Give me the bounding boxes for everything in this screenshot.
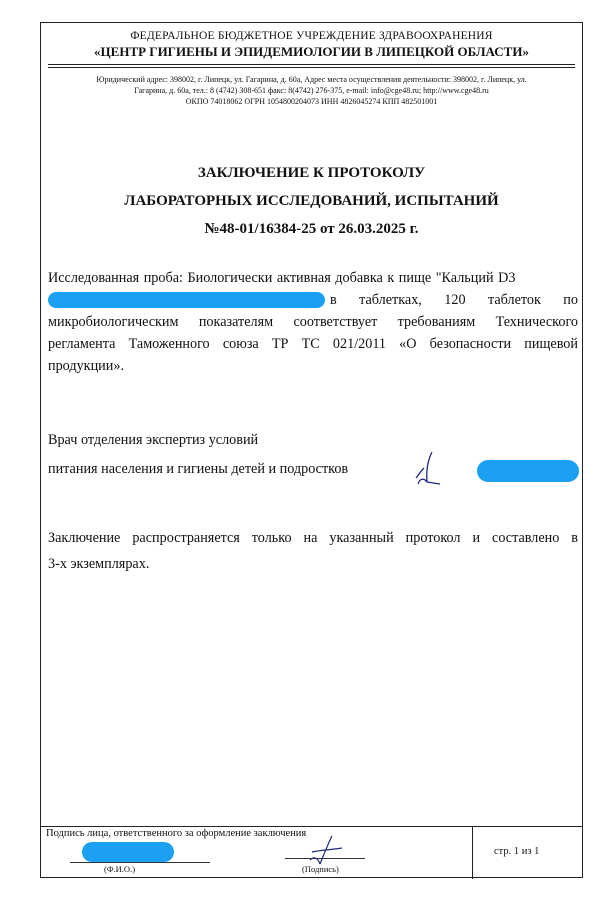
org-address <box>56 74 567 107</box>
header-rule-top <box>48 64 575 65</box>
fio-underline <box>70 862 210 863</box>
doctor-title-line2: питания населения и гигиены детей и подростков <box>48 461 349 477</box>
redacted-responsible-name <box>82 842 174 862</box>
page-border <box>40 22 583 878</box>
address-line-3: ОКПО 74018062 ОГРН 1054800204073 ИНН 4826045274 КПП 482501001 <box>185 97 438 106</box>
document-title-line2: ЛАБОРАТОРНЫХ ИССЛЕДОВАНИЙ, ИСПЫТАНИЙ <box>124 193 499 209</box>
footer-divider <box>472 827 473 879</box>
protocol-number: №48-01/16384-25 от 26.03.2025 г. <box>204 221 419 237</box>
sample-line-1: Исследованная проба: Биологически активная добавка к пище "Кальций D3 <box>48 270 516 286</box>
header-rule-bottom <box>48 67 575 68</box>
document-title-line1: ЗАКЛЮЧЕНИЕ К ПРОТОКОЛУ <box>197 165 426 181</box>
address-line-1: Юридический адрес: 398002, г. Липецк, ул. Гагарина, д. 60а, Адрес места осуществления деятельности: 398002, г. Липецк, ул. <box>96 75 527 84</box>
address-line-2: Гагарина, д. 60а, тел.: 8 (4742) 308-651 факс: 8(4742) 276-375, e-mail: info@cge48.ru; http://www.cge48.ru <box>134 86 489 95</box>
org-name-line1: ФЕДЕРАЛЬНОЕ БЮДЖЕТНОЕ УЧРЕЖДЕНИЕ ЗДРАВООХРАНЕНИЯ <box>130 30 493 42</box>
note-line-2: 3-х экземплярах. <box>48 556 150 572</box>
fio-label: (Ф.И.О.) <box>104 864 136 874</box>
redacted-doctor-name <box>477 460 579 482</box>
sample-line-4: регламента Таможенного союза ТР ТС 021/2011 «О безопасности пищевой <box>48 336 578 352</box>
org-name-line2: «ЦЕНТР ГИГИЕНЫ И ЭПИДЕМИОЛОГИИ В ЛИПЕЦКОЙ ОБЛАСТИ» <box>94 44 529 59</box>
note-line-1: Заключение распространяется только на указанный протокол и составлено в <box>48 530 578 546</box>
redacted-product-name <box>48 292 325 308</box>
page-number: стр. 1 из 1 <box>494 846 540 857</box>
sample-line-5: продукции». <box>48 358 124 374</box>
doctor-signature <box>410 448 446 488</box>
doctor-title-line1: Врач отделения экспертиз условий <box>48 432 259 448</box>
responsible-signature <box>302 834 346 868</box>
sample-line-2: в таблетках, 120 таблеток по <box>330 292 578 308</box>
responsible-label: Подпись лица, ответственного за оформление заключения <box>46 828 307 839</box>
signature-label: (Подпись) <box>302 864 339 874</box>
sample-line-3: микробиологическим показателям соответствует требованиям Технического <box>48 314 578 330</box>
